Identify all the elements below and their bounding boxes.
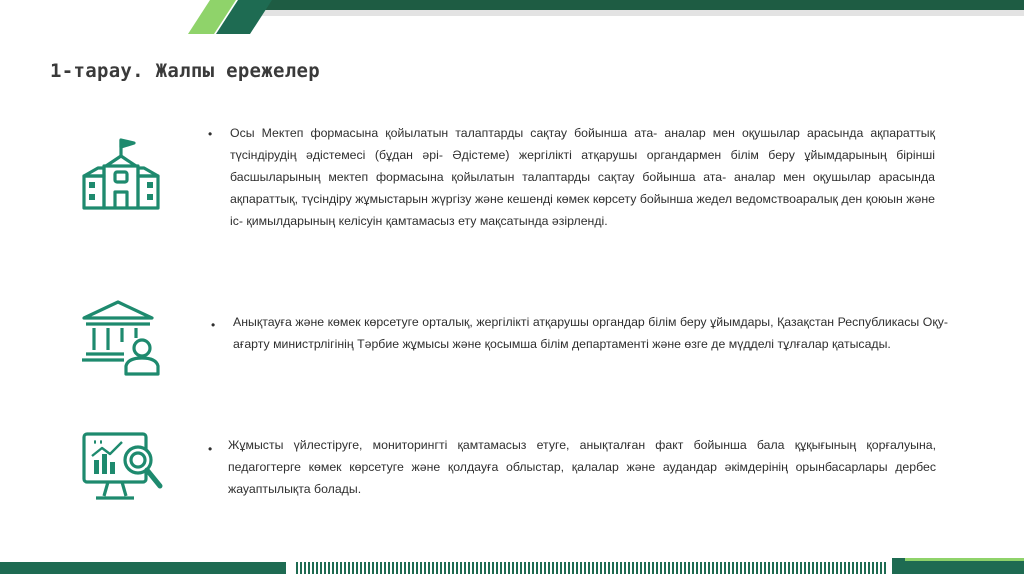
bottom-decorative-stripes bbox=[0, 558, 1024, 574]
monitor-analytics-icon bbox=[80, 426, 166, 512]
bullet-marker: • bbox=[211, 318, 216, 332]
section-1-text: Осы Мектеп формасына қойылатын талаптарды сақтау бойынша ата- аналар мен оқушылар арасында ақпараттық түсіндірудің әдістемесі (бұдан әрі- Әдістеме) жергілікті атқарушы органдармен білім беру ұйымдарының бірінші басшыларының мектеп формасына қойылатын талаптарды сақтау бойынша ата- аналар мен оқушылар арасында ақпараттық, түсіндіру жұмыстарын жүргізу және кешенді көмек көрсету бойынша жедел ведомствоаралық ден қоюын және іс- қимылдарының келісуін қамтамасыз ету мақсатында әзірленді. bbox=[230, 126, 935, 228]
school-building-icon bbox=[78, 134, 164, 220]
bullet-marker: • bbox=[208, 127, 213, 141]
top-decorative-stripes bbox=[0, 0, 1024, 34]
bullet-marker: • bbox=[208, 442, 213, 456]
institution-person-icon bbox=[78, 296, 164, 382]
page-title: 1-тарау. Жалпы ережелер bbox=[50, 60, 320, 82]
section-2-text: Анықтауға және көмек көрсетуге орталық, жергілікті атқарушы органдар білім беру ұйымдары, Қазақстан Республикасы Оқу- ағарту министрлігінің Тәрбие жұмысы және қосымша білім департаменті және өзге де мүдделі тұлғалар қатысады. bbox=[233, 315, 948, 351]
section-3-text: Жұмысты үйлестіруге, мониторингті қамтамасыз етуге, анықталған факт бойынша бала құқығының қорғалуына, педагогтерге көмек көрсетуге және қолдауға облыстар, қалалар және аудандар әкімдерінің орынбасарлары дербес жауаптылықта болады. bbox=[228, 438, 936, 496]
